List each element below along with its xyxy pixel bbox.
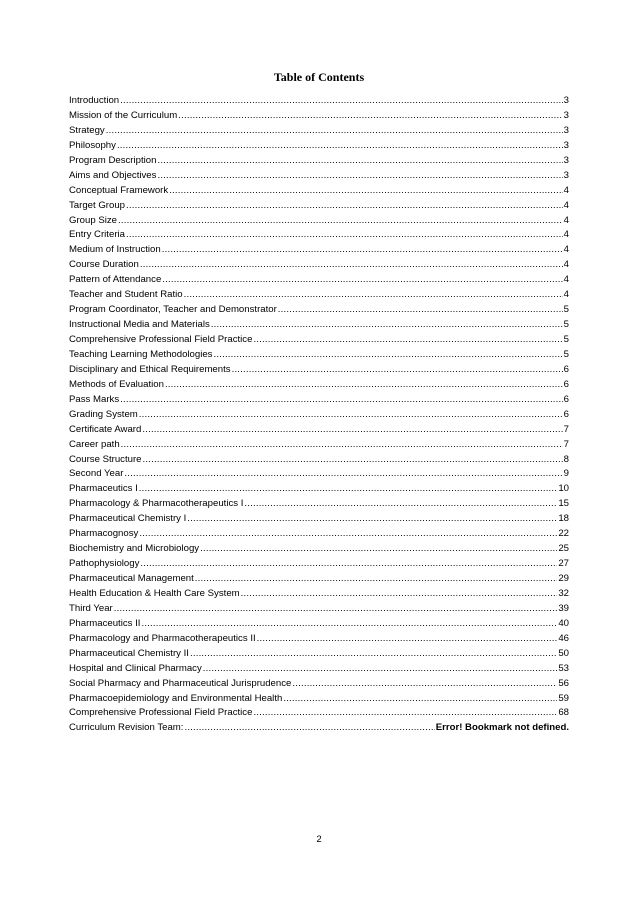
toc-entry-label: Comprehensive Professional Field Practice (69, 707, 253, 719)
toc-dot-leader (162, 243, 563, 258)
toc-entry[interactable] (69, 154, 569, 169)
toc-entry-label: Program Coordinator, Teacher and Demonstrator (69, 304, 277, 316)
toc-entry-page-number: 50 (558, 647, 569, 659)
toc-entry-page-number: 4 (563, 184, 569, 196)
toc-entry-page-number: 4 (563, 274, 569, 286)
toc-entry[interactable] (69, 617, 569, 632)
toc-dot-leader (120, 94, 563, 109)
toc-entry-label: Health Education & Health Care System (69, 587, 240, 599)
toc-dot-leader (162, 273, 562, 288)
toc-dot-leader (139, 408, 563, 423)
toc-dot-leader (118, 214, 563, 229)
toc-entry-page-number: 46 (558, 632, 569, 644)
toc-entry[interactable] (69, 527, 569, 542)
toc-entry-label: Entry Criteria (69, 229, 125, 241)
toc-dot-leader (244, 497, 557, 512)
toc-entry-page-number: 6 (563, 363, 569, 375)
toc-entry[interactable] (69, 333, 569, 348)
toc-dot-leader (141, 617, 557, 632)
toc-entry[interactable] (69, 228, 569, 243)
toc-dot-leader (184, 288, 563, 303)
toc-entry-page-number: 4 (563, 289, 569, 301)
toc-dot-leader (195, 572, 558, 587)
toc-entry-page-number: 10 (558, 483, 569, 495)
toc-dot-leader (157, 169, 562, 184)
toc-entry[interactable] (69, 393, 569, 408)
toc-dot-leader (114, 602, 558, 617)
toc-entry-label: Pharmaceutical Management (69, 573, 194, 584)
toc-entry-label: Curriculum Revision Team: (69, 722, 184, 734)
toc-entry[interactable] (69, 303, 569, 318)
toc-entry[interactable] (69, 632, 569, 647)
toc-entry-page-number: 25 (558, 543, 569, 555)
toc-dot-leader (126, 228, 563, 243)
toc-entry-label: Mission of the Curriculum (69, 109, 178, 121)
toc-entry-page-number: 4 (563, 259, 569, 271)
toc-entry-page-number: 4 (563, 244, 569, 256)
toc-entry-page-number: 3 (563, 154, 569, 166)
toc-entry[interactable] (69, 692, 569, 707)
toc-dot-leader (143, 453, 563, 468)
toc-entry-label: Introduction (69, 95, 120, 106)
toc-dot-leader (140, 557, 557, 572)
toc-entry[interactable] (69, 184, 569, 199)
toc-entry[interactable] (69, 453, 569, 468)
toc-dot-leader (278, 303, 563, 318)
toc-entry-label: Comprehensive Professional Field Practice (69, 334, 253, 345)
toc-entry-label: Pharmacognosy (69, 528, 139, 540)
toc-entry-page-number: 5 (563, 319, 569, 331)
toc-entry[interactable] (69, 363, 569, 378)
toc-entry[interactable] (69, 318, 569, 333)
toc-entry[interactable] (69, 557, 569, 572)
toc-dot-leader (213, 348, 562, 363)
toc-dot-leader (126, 199, 563, 214)
toc-entry-label: Pharmaceutics I (69, 483, 138, 495)
toc-dot-leader (211, 318, 563, 333)
toc-dot-leader (117, 139, 563, 154)
toc-entry-label: Conceptual Framework (69, 184, 169, 196)
toc-entry-page-number: 4 (563, 199, 569, 211)
toc-entry-label: Group Size (69, 214, 117, 226)
toc-entry-label: Social Pharmacy and Pharmaceutical Jurisprudence (69, 677, 292, 689)
toc-dot-leader (139, 482, 558, 497)
toc-entry[interactable] (69, 677, 569, 692)
toc-entry-label: Disciplinary and Ethical Requirements (69, 363, 231, 375)
toc-entry[interactable] (69, 243, 569, 258)
toc-entry[interactable] (69, 721, 569, 736)
toc-entry-page-number: 53 (558, 662, 569, 674)
toc-dot-leader (157, 154, 562, 169)
toc-entry[interactable] (69, 467, 569, 482)
toc-entry-page-number: 4 (563, 214, 569, 226)
toc-entry-page-number: 6 (563, 393, 569, 405)
toc-entry[interactable] (69, 109, 569, 124)
toc-entry-label: Teaching Learning Methodologies (69, 348, 213, 360)
toc-entry-page-number: 3 (563, 139, 569, 151)
toc-entry-label: Pattern of Attendance (69, 274, 162, 286)
toc-entry-label: Medium of Instruction (69, 244, 161, 256)
toc-entry-label: Methods of Evaluation (69, 378, 164, 390)
toc-entry-page-number: 15 (558, 498, 569, 510)
toc-entry-page-number: 6 (563, 408, 569, 420)
toc-entry-page-number: 5 (563, 348, 569, 360)
toc-dot-leader (169, 184, 562, 199)
toc-entry-label: Grading System (69, 408, 138, 420)
toc-entry-page-number: 3 (563, 124, 569, 136)
toc-entry[interactable] (69, 139, 569, 154)
toc-entry-label: Certificate Award (69, 423, 142, 435)
toc-entry[interactable] (69, 199, 569, 214)
toc-entry[interactable] (69, 482, 569, 497)
toc-entry[interactable] (69, 662, 569, 677)
toc-entry[interactable] (69, 273, 569, 288)
toc-entry[interactable] (69, 258, 569, 273)
toc-entry-page-number: 27 (558, 558, 569, 570)
toc-list (69, 94, 569, 736)
toc-entry-label: Pharmaceutics II (69, 617, 141, 629)
toc-dot-leader (184, 721, 434, 736)
toc-dot-leader (142, 423, 562, 438)
toc-entry-page-number: Error! Bookmark not defined. (435, 722, 569, 734)
toc-entry-label: Aims and Objectives (69, 169, 157, 181)
toc-dot-leader (203, 662, 558, 677)
toc-entry-label: Pharmaceutical Chemistry I (69, 513, 187, 525)
toc-entry-label: Course Structure (69, 453, 142, 465)
toc-dot-leader (232, 363, 563, 378)
toc-entry-label: Pathophysiology (69, 558, 140, 570)
toc-entry-page-number: 9 (563, 468, 569, 480)
toc-entry-label: Pharmacology and Pharmacotherapeutics II (69, 632, 256, 644)
toc-entry-page-number: 32 (558, 587, 569, 599)
toc-entry[interactable] (69, 94, 569, 109)
toc-entry-label: Third Year (69, 602, 113, 614)
toc-entry[interactable] (69, 497, 569, 512)
toc-dot-leader (187, 512, 557, 527)
toc-entry[interactable] (69, 169, 569, 184)
toc-entry[interactable] (69, 438, 569, 453)
toc-dot-leader (253, 333, 562, 348)
toc-dot-leader (190, 647, 557, 662)
toc-entry-page-number: 7 (563, 423, 569, 435)
toc-entry-page-number: 8 (563, 453, 569, 465)
toc-entry-page-number: 3 (563, 169, 569, 181)
toc-dot-leader (120, 393, 563, 408)
toc-dot-leader (200, 542, 557, 557)
toc-entry[interactable] (69, 647, 569, 662)
toc-entry[interactable] (69, 214, 569, 229)
toc-dot-leader (257, 632, 558, 647)
toc-dot-leader (241, 587, 558, 602)
toc-entry[interactable] (69, 602, 569, 617)
toc-entry-label: Career path (69, 438, 120, 450)
toc-dot-leader (106, 124, 563, 139)
toc-entry-page-number: 5 (563, 334, 569, 345)
toc-entry-page-number: 68 (558, 707, 569, 719)
toc-entry[interactable] (69, 348, 569, 363)
toc-dot-leader (121, 438, 563, 453)
toc-dot-leader (178, 109, 562, 124)
toc-entry[interactable] (69, 706, 569, 721)
toc-entry-label: Pharmaceutical Chemistry II (69, 647, 189, 659)
toc-entry-label: Pharmacoepidemiology and Environmental Health (69, 692, 283, 704)
toc-entry-page-number: 18 (558, 513, 569, 525)
toc-entry[interactable] (69, 542, 569, 557)
toc-entry-page-number: 3 (563, 109, 569, 121)
toc-entry-page-number: 4 (563, 229, 569, 241)
toc-entry-label: Biochemistry and Microbiology (69, 543, 200, 555)
toc-entry-page-number: 40 (558, 617, 569, 629)
toc-dot-leader (165, 378, 563, 393)
toc-entry-label: Program Description (69, 154, 157, 166)
toc-entry-label: Philosophy (69, 139, 116, 151)
toc-entry-page-number: 56 (558, 677, 569, 689)
toc-dot-leader (124, 467, 562, 482)
toc-entry-page-number: 7 (563, 438, 569, 450)
toc-entry-label: Pass Marks (69, 393, 120, 405)
toc-entry-label: Target Group (69, 199, 125, 211)
toc-entry[interactable] (69, 124, 569, 139)
toc-dot-leader (292, 677, 557, 692)
toc-entry-label: Pharmacology & Pharmacotherapeutics I (69, 498, 244, 510)
toc-entry[interactable] (69, 512, 569, 527)
toc-dot-leader (140, 258, 563, 273)
toc-entry-label: Strategy (69, 124, 105, 136)
toc-entry-label: Course Duration (69, 259, 139, 271)
toc-entry-page-number: 29 (558, 573, 569, 584)
toc-entry-page-number: 59 (558, 692, 569, 704)
toc-entry-page-number: 6 (563, 378, 569, 390)
toc-dot-leader (253, 706, 557, 721)
toc-entry-label: Teacher and Student Ratio (69, 289, 183, 301)
toc-entry-label: Instructional Media and Materials (69, 319, 210, 331)
toc-entry[interactable] (69, 423, 569, 438)
toc-entry-page-number: 5 (563, 304, 569, 316)
toc-entry-page-number: 22 (558, 528, 569, 540)
toc-entry[interactable] (69, 587, 569, 602)
toc-dot-leader (139, 527, 557, 542)
toc-entry-label: Second Year (69, 468, 124, 480)
toc-title: Table of Contents (273, 70, 365, 84)
toc-entry[interactable] (69, 572, 569, 587)
toc-dot-leader (283, 692, 557, 707)
page-number: 2 (316, 834, 322, 845)
toc-entry[interactable] (69, 408, 569, 423)
toc-entry[interactable] (69, 378, 569, 393)
toc-entry-page-number: 3 (563, 95, 569, 106)
toc-entry-page-number: 39 (558, 602, 569, 614)
toc-entry-label: Hospital and Clinical Pharmacy (69, 662, 202, 674)
toc-entry[interactable] (69, 288, 569, 303)
